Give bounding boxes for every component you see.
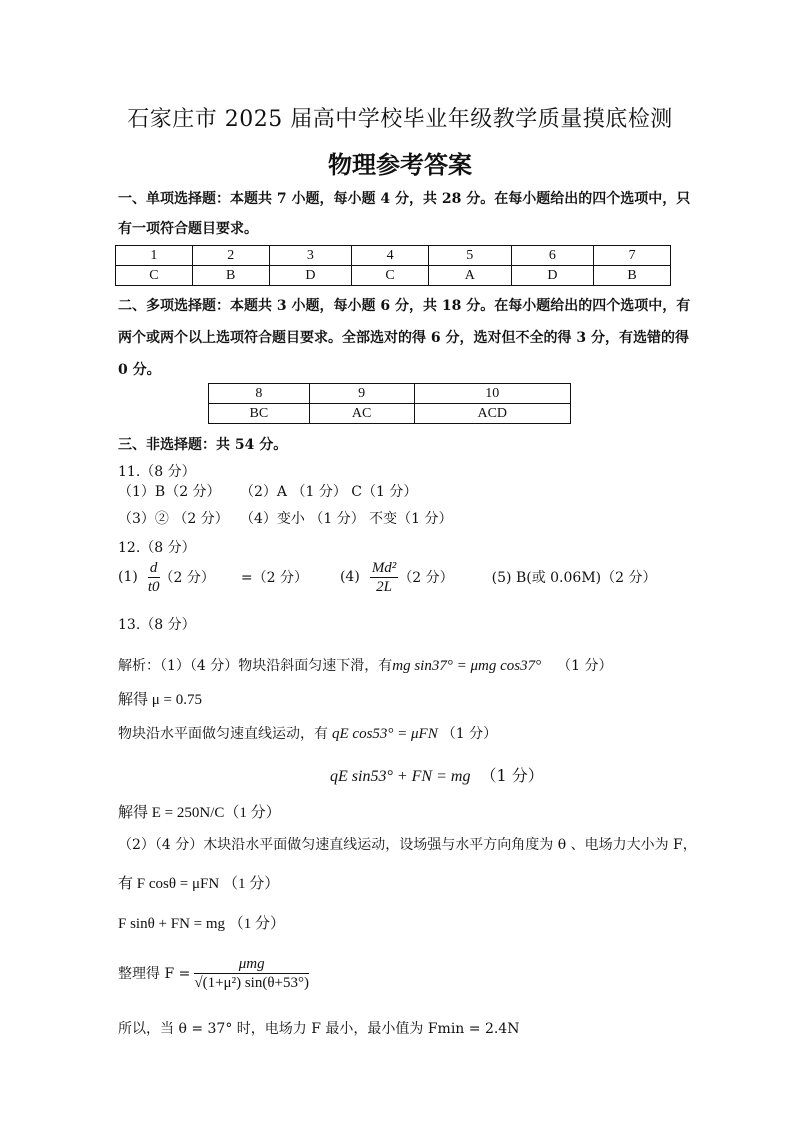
answer-cell: B: [192, 266, 269, 286]
answer-cell: AC: [309, 404, 414, 424]
exam-title: 石家庄市 2025 届高中学校毕业年级教学质量摸底检测: [127, 107, 673, 132]
q13-line-4: qE sin53° + FN = mg （1 分）: [330, 766, 544, 785]
q13-equation-1: mg sin37° = μmg cos37°: [392, 658, 542, 674]
question-number-cell: 9: [309, 384, 414, 404]
answer-cell: D: [511, 266, 594, 286]
q12-frac2-denominator: 2L: [376, 578, 392, 595]
section2-line3: 0 分。: [118, 362, 161, 378]
section1-line2: 有一项符合题目要求。: [118, 221, 258, 237]
section1-line1: 一、单项选择题：本题共 7 小题，每小题 4 分，共 28 分。在每小题给出的四个选项中，只: [118, 191, 691, 207]
q13-line-1: 解析：（1）（4 分）物块沿斜面匀速下滑，有mg sin37° = μmg cos37° （1 分）: [118, 658, 613, 674]
q12-heading: 12.（8 分）: [118, 540, 196, 556]
q13-equation-3: qE cos53° = μFN: [332, 726, 438, 742]
single-choice-table: [115, 245, 671, 286]
q13-line-3: 物块沿水平面做匀速直线运动，有 qE cos53° = μFN （1 分）: [118, 726, 498, 742]
q13-line-9: 整理得 F = $\frac{\text{μmg}}{\text{√(1+μ²) sin(θ+53°)}}$: [118, 955, 309, 991]
q13-frac-denominator: √(1+μ²) sin(θ+53°): [194, 974, 309, 991]
q11-answer-3: （3）② （2 分）: [118, 511, 229, 527]
table-row: [209, 384, 571, 404]
q12-part1-score: （2 分）: [159, 570, 215, 586]
answer-cell: C: [352, 266, 429, 286]
question-number-cell: 3: [269, 246, 352, 266]
answer-cell: ACD: [414, 404, 570, 424]
q12-frac2-numerator: Md²: [371, 559, 397, 576]
q11-answer-2: （2）A （1 分） C（1 分）: [240, 484, 418, 500]
q12-part4-score: （2 分）: [398, 570, 454, 586]
q12-frac1-numerator: d: [148, 559, 160, 578]
question-number-cell: 7: [594, 246, 671, 266]
q12-frac1-denominator: t0: [147, 578, 160, 595]
answer-cell: C: [116, 266, 193, 286]
q13-line-10: 所以，当 θ = 37° 时，电场力 F 最小，最小值为 Fmin = 2.4N: [118, 1021, 520, 1037]
q13-line-7: 有 F cosθ = μFN （1 分）: [118, 876, 280, 892]
table-row: [116, 266, 671, 286]
question-number-cell: 4: [352, 246, 429, 266]
question-number-cell: 5: [428, 246, 511, 266]
multi-choice-table: [208, 383, 571, 424]
section2-line1: 二、多项选择题：本题共 3 小题，每小题 6 分，共 18 分。在每小题给出的四个选项中，有: [118, 298, 691, 314]
q12-fraction-1: [148, 559, 160, 596]
answer-cell: D: [269, 266, 352, 286]
q13-line-2: 解得 μ = 0.75: [118, 692, 203, 708]
q12-answers: [118, 554, 656, 600]
question-number-cell: 2: [192, 246, 269, 266]
q11-answer-4: （4）变小 （1 分） 不变（1 分）: [240, 511, 453, 527]
q12-part5: (5) B(或 0.06M)（2 分）: [491, 570, 657, 586]
table-row: [209, 404, 571, 424]
q13-equation-4: qE sin53° + FN = mg: [330, 768, 471, 785]
q13-line-5: 解得 E = 250N/C（1 分）: [118, 805, 281, 821]
page-title: 物理参考答案: [328, 150, 472, 179]
question-number-cell: 10: [414, 384, 570, 404]
q13-line-8: F sinθ + FN = mg （1 分）: [118, 916, 286, 932]
section3-heading: 三、非选择题：共 54 分。: [118, 437, 288, 453]
question-number-cell: 6: [511, 246, 594, 266]
q13-fraction: [194, 955, 309, 992]
answer-cell: B: [594, 266, 671, 286]
q13-heading: 13.（8 分）: [118, 617, 196, 633]
question-number-cell: 1: [116, 246, 193, 266]
section2-line2: 两个或两个以上选项符合题目要求。全部选对的得 6 分，选对但不全的得 3 分，有选错的得: [118, 330, 689, 346]
question-number-cell: 8: [209, 384, 310, 404]
q11-heading: 11.（8 分）: [118, 464, 196, 480]
q13-frac-numerator: μmg: [194, 955, 309, 974]
q12-part4-label: (4): [339, 569, 360, 585]
q13-line-6: （2）（4 分）木块沿水平面做匀速直线运动，设场强与水平方向角度为 θ 、电场力大小为 F，: [118, 837, 697, 853]
table-row: [116, 246, 671, 266]
q11-answer-1: （1）B（2 分）: [118, 484, 221, 500]
answer-cell: A: [428, 266, 511, 286]
answer-cell: BC: [209, 404, 310, 424]
q12-part1-label: (1): [118, 569, 138, 585]
q12-part2: =（2 分）: [240, 570, 308, 586]
q12-fraction-2: [370, 559, 399, 596]
